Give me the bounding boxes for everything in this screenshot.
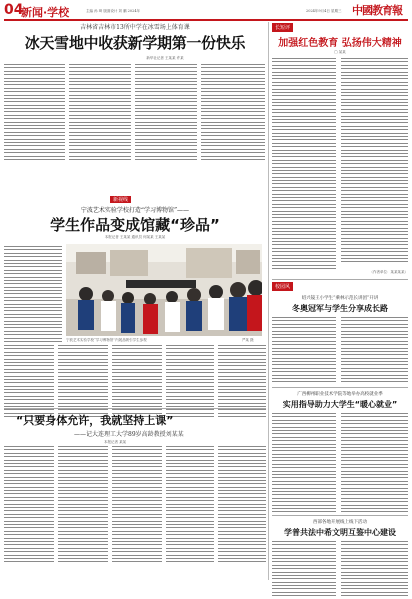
photo-caption: 宁波艺术实验学校“学习博物馆”内展品吸引学生参观 (66, 338, 147, 342)
brief2-kicker: 广西柳州职业技术学院等地举办高校就业季 (297, 392, 383, 397)
bottom-subhead: ——记大连理工大学89岁高龄教授刘某某 (74, 431, 184, 438)
lead-story-heading (4, 22, 266, 61)
editor-meta: 主编 孙 琦 版面设计 刘 鹏 2024年 (86, 9, 141, 13)
issue-date: 2024年9月4日 星期三 (306, 9, 342, 13)
commentary-headline: 加强红色教育 弘扬伟大精神 (278, 38, 402, 49)
bottom-story-heading (4, 412, 266, 445)
bottom-headline: “只要身体允许，我就坚持上课” (16, 414, 174, 427)
bottom-byline: 本报记者 某某 (104, 440, 127, 444)
feature-byline: 本报记者 王某某 通讯员 何某某 王某某 (104, 235, 166, 239)
brief3-headline: 学普共法中希文明互鉴中心建设 (284, 528, 396, 537)
commentary-byline: □ 某某 (334, 50, 346, 54)
lead-headline: 冰天雪地中收获新学期第一份快乐 (24, 34, 246, 52)
brief1-headline: 冬奥冠军与学生分享成长路 (292, 304, 388, 313)
commentary-note: （作者单位：某某某某） (369, 270, 408, 274)
brief2-headline: 实用指导助力大学生“暖心就业” (282, 400, 398, 409)
lead-byline: 新华社记者 王某某 许某 (146, 56, 184, 60)
lead-kicker: 吉林省吉林市13所中学在冰雪场上体育课 (80, 24, 190, 31)
masthead-logo: 中國教育報 (352, 4, 402, 17)
column-tag-campus: 校园风 (272, 282, 293, 291)
feature-tag: 新视线 (110, 196, 131, 203)
page-number: 04 (4, 2, 24, 18)
brief1-kicker: 绍兴镜王小学生“乘林示范长讲团”开讲 (301, 296, 379, 301)
feature-kicker: 宁波艺术实验学校打造“学习博物馆”—— (80, 207, 190, 214)
page-header (4, 3, 408, 19)
brief3-kicker: 西部各地开展线上线下活动 (313, 520, 367, 525)
feature-headline: 学生作品变成馆藏“珍品” (50, 216, 220, 234)
photo-credit: 严某 摄 (242, 338, 254, 342)
column-tag-commentary: 长短评 (272, 23, 293, 32)
feature-photo (66, 244, 262, 336)
section-title: 新闻·学校 (21, 6, 70, 19)
